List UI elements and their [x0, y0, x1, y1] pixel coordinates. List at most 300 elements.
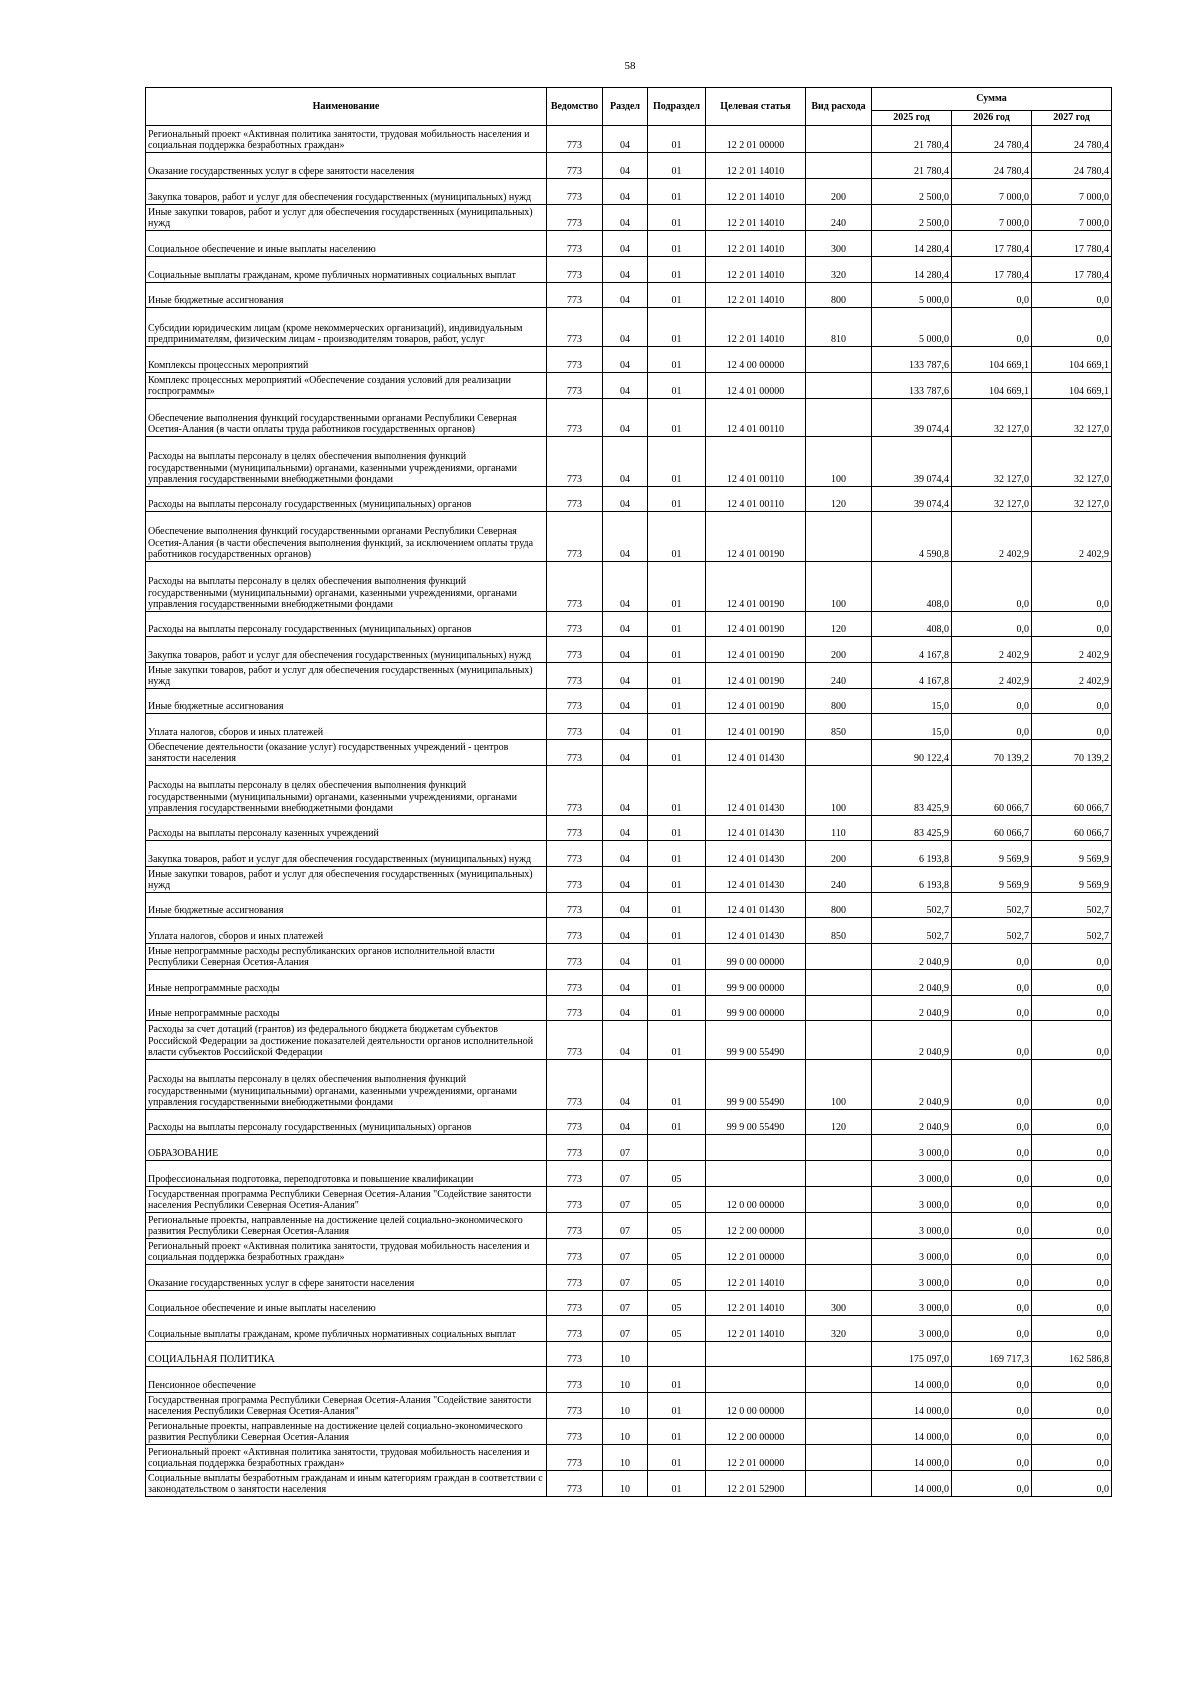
cell-sum-2026: 60 066,7 — [952, 816, 1032, 841]
cell-target: 12 4 01 00190 — [706, 637, 806, 663]
table-row — [146, 126, 1112, 153]
cell-sum-2025: 3 000,0 — [872, 1265, 952, 1291]
cell-target: 12 2 00 00000 — [706, 1419, 806, 1445]
cell-target: 99 9 00 00000 — [706, 996, 806, 1021]
cell-sum-2025: 408,0 — [872, 612, 952, 637]
cell-sum-2026: 0,0 — [952, 1265, 1032, 1291]
cell-dept: 773 — [547, 373, 603, 399]
cell-kind — [806, 1161, 872, 1187]
cell-sum-2026: 32 127,0 — [952, 487, 1032, 512]
cell-sum-2027: 2 402,9 — [1032, 663, 1112, 689]
table-row — [146, 766, 1112, 816]
header-section: Раздел — [603, 88, 648, 126]
cell-subsection: 01 — [648, 308, 706, 347]
cell-sum-2026: 0,0 — [952, 970, 1032, 996]
table-row — [146, 512, 1112, 562]
cell-section: 07 — [603, 1291, 648, 1316]
cell-sum-2026: 0,0 — [952, 1110, 1032, 1135]
cell-subsection — [648, 1342, 706, 1367]
cell-subsection: 05 — [648, 1213, 706, 1239]
cell-kind: 320 — [806, 1316, 872, 1342]
cell-target: 12 4 01 00000 — [706, 373, 806, 399]
cell-kind: 240 — [806, 867, 872, 893]
cell-section: 04 — [603, 153, 648, 179]
cell-sum-2027: 162 586,8 — [1032, 1342, 1112, 1367]
cell-section: 07 — [603, 1239, 648, 1265]
cell-section: 04 — [603, 562, 648, 612]
cell-target: 12 2 00 00000 — [706, 1213, 806, 1239]
cell-subsection: 01 — [648, 437, 706, 487]
cell-kind — [806, 740, 872, 766]
cell-sum-2025: 6 193,8 — [872, 867, 952, 893]
cell-name: Расходы на выплаты персоналу в целях обеспечения выполнения функций государственными (муниципальными) органами, казенными учреждениями, органами управления государственными внебюджетными фондами — [146, 562, 547, 612]
table-row — [146, 399, 1112, 437]
cell-sum-2025: 133 787,6 — [872, 347, 952, 373]
table-body — [146, 126, 1112, 1497]
cell-sum-2027: 0,0 — [1032, 1213, 1112, 1239]
cell-subsection: 01 — [648, 1393, 706, 1419]
cell-target: 99 0 00 00000 — [706, 944, 806, 970]
cell-section: 04 — [603, 867, 648, 893]
cell-name: Социальные выплаты безработным гражданам и иным категориям граждан в соответствии с законодательством о занятости населения — [146, 1471, 547, 1497]
cell-target: 12 4 01 00190 — [706, 714, 806, 740]
cell-sum-2026: 0,0 — [952, 996, 1032, 1021]
table-row — [146, 1187, 1112, 1213]
cell-sum-2025: 3 000,0 — [872, 1239, 952, 1265]
cell-dept: 773 — [547, 740, 603, 766]
cell-target: 12 2 01 14010 — [706, 308, 806, 347]
cell-kind: 240 — [806, 205, 872, 231]
cell-sum-2026: 7 000,0 — [952, 179, 1032, 205]
cell-section: 04 — [603, 126, 648, 153]
cell-subsection: 01 — [648, 637, 706, 663]
cell-sum-2027: 0,0 — [1032, 1187, 1112, 1213]
cell-sum-2026: 7 000,0 — [952, 205, 1032, 231]
cell-sum-2026: 0,0 — [952, 1021, 1032, 1060]
cell-dept: 773 — [547, 1161, 603, 1187]
cell-section: 10 — [603, 1367, 648, 1393]
cell-name: Расходы на выплаты персоналу в целях обеспечения выполнения функций государственными (муниципальными) органами, казенными учреждениями, органами управления государственными внебюджетными фондами — [146, 437, 547, 487]
cell-kind — [806, 1021, 872, 1060]
cell-sum-2025: 502,7 — [872, 893, 952, 918]
cell-sum-2027: 0,0 — [1032, 1239, 1112, 1265]
cell-sum-2026: 104 669,1 — [952, 373, 1032, 399]
table-row — [146, 740, 1112, 766]
header-year-2025: 2025 год — [872, 111, 952, 126]
cell-dept: 773 — [547, 437, 603, 487]
cell-sum-2026: 0,0 — [952, 308, 1032, 347]
cell-dept: 773 — [547, 1110, 603, 1135]
cell-sum-2025: 39 074,4 — [872, 437, 952, 487]
table-row — [146, 1291, 1112, 1316]
cell-target: 12 4 01 01430 — [706, 918, 806, 944]
cell-sum-2025: 2 040,9 — [872, 1110, 952, 1135]
table-row — [146, 562, 1112, 612]
cell-dept: 773 — [547, 512, 603, 562]
cell-dept: 773 — [547, 487, 603, 512]
cell-sum-2027: 60 066,7 — [1032, 766, 1112, 816]
cell-section: 04 — [603, 512, 648, 562]
cell-sum-2026: 0,0 — [952, 1316, 1032, 1342]
cell-section: 04 — [603, 308, 648, 347]
cell-kind — [806, 1265, 872, 1291]
cell-section: 04 — [603, 1110, 648, 1135]
cell-section: 04 — [603, 766, 648, 816]
cell-name: Региональный проект «Активная политика занятости, трудовая мобильность населения и социальная поддержка безработных граждан» — [146, 1239, 547, 1265]
cell-sum-2026: 0,0 — [952, 1393, 1032, 1419]
cell-sum-2026: 0,0 — [952, 1239, 1032, 1265]
cell-sum-2025: 2 040,9 — [872, 1021, 952, 1060]
cell-target: 12 2 01 14010 — [706, 1291, 806, 1316]
cell-sum-2027: 0,0 — [1032, 1445, 1112, 1471]
cell-sum-2025: 4 590,8 — [872, 512, 952, 562]
cell-target: 12 2 01 14010 — [706, 283, 806, 308]
cell-subsection: 01 — [648, 153, 706, 179]
cell-sum-2025: 14 000,0 — [872, 1471, 952, 1497]
cell-section: 04 — [603, 841, 648, 867]
cell-name: Расходы на выплаты персоналу государственных (муниципальных) органов — [146, 1110, 547, 1135]
cell-sum-2025: 3 000,0 — [872, 1213, 952, 1239]
cell-subsection: 01 — [648, 399, 706, 437]
table-row — [146, 1265, 1112, 1291]
cell-name: Комплекс процессных мероприятий «Обеспечение создания условий для реализации госпрограммы» — [146, 373, 547, 399]
cell-sum-2025: 21 780,4 — [872, 126, 952, 153]
cell-dept: 773 — [547, 1445, 603, 1471]
cell-name: Обеспечение выполнения функций государственными органами Республики Северная Осетия-Алания (в части обеспечения выполнения функций, за исключением оплаты труда работников государственных органов) — [146, 512, 547, 562]
cell-target: 12 2 01 00000 — [706, 1445, 806, 1471]
cell-target: 12 2 01 00000 — [706, 126, 806, 153]
cell-section: 04 — [603, 205, 648, 231]
cell-sum-2026: 0,0 — [952, 1161, 1032, 1187]
cell-dept: 773 — [547, 816, 603, 841]
cell-section: 04 — [603, 893, 648, 918]
cell-kind — [806, 1239, 872, 1265]
cell-sum-2025: 4 167,8 — [872, 637, 952, 663]
cell-section: 04 — [603, 1021, 648, 1060]
cell-subsection: 01 — [648, 179, 706, 205]
cell-name: Иные бюджетные ассигнования — [146, 689, 547, 714]
cell-target: 12 4 01 00110 — [706, 399, 806, 437]
cell-sum-2027: 0,0 — [1032, 996, 1112, 1021]
cell-dept: 773 — [547, 944, 603, 970]
cell-name: Расходы за счет дотаций (грантов) из федерального бюджета бюджетам субъектов Российской Федерации за достижение показателей деятельности органов исполнительной власти субъектов Российской Федерации — [146, 1021, 547, 1060]
cell-name: Расходы на выплаты персоналу государственных (муниципальных) органов — [146, 612, 547, 637]
cell-kind: 800 — [806, 283, 872, 308]
cell-sum-2026: 0,0 — [952, 1060, 1032, 1110]
cell-dept: 773 — [547, 205, 603, 231]
table-row — [146, 205, 1112, 231]
cell-sum-2026: 0,0 — [952, 1367, 1032, 1393]
table-row — [146, 1135, 1112, 1161]
cell-subsection: 01 — [648, 816, 706, 841]
table-row — [146, 373, 1112, 399]
header-kind: Вид расхода — [806, 88, 872, 126]
cell-sum-2025: 3 000,0 — [872, 1187, 952, 1213]
cell-kind: 800 — [806, 893, 872, 918]
cell-kind: 100 — [806, 562, 872, 612]
table-row — [146, 1342, 1112, 1367]
cell-subsection: 01 — [648, 663, 706, 689]
table-row — [146, 867, 1112, 893]
cell-section: 04 — [603, 231, 648, 257]
cell-name: Закупка товаров, работ и услуг для обеспечения государственных (муниципальных) нужд — [146, 841, 547, 867]
cell-subsection: 01 — [648, 740, 706, 766]
cell-dept: 773 — [547, 766, 603, 816]
cell-kind — [806, 126, 872, 153]
cell-subsection: 01 — [648, 1060, 706, 1110]
cell-name: Государственная программа Республики Северная Осетия-Алания "Содействие занятости населения Республики Северная Осетия-Алания" — [146, 1187, 547, 1213]
cell-section: 04 — [603, 612, 648, 637]
cell-section: 07 — [603, 1135, 648, 1161]
cell-target: 12 4 01 01430 — [706, 867, 806, 893]
cell-dept: 773 — [547, 179, 603, 205]
cell-sum-2025: 3 000,0 — [872, 1161, 952, 1187]
cell-section: 10 — [603, 1471, 648, 1497]
cell-sum-2026: 24 780,4 — [952, 126, 1032, 153]
cell-name: Социальные выплаты гражданам, кроме публичных нормативных социальных выплат — [146, 1316, 547, 1342]
cell-sum-2025: 83 425,9 — [872, 816, 952, 841]
cell-kind: 800 — [806, 689, 872, 714]
cell-sum-2026: 0,0 — [952, 714, 1032, 740]
cell-dept: 773 — [547, 153, 603, 179]
cell-name: Региональный проект «Активная политика занятости, трудовая мобильность населения и социальная поддержка безработных граждан» — [146, 1445, 547, 1471]
cell-name: Субсидии юридическим лицам (кроме некоммерческих организаций), индивидуальным предпринимателям, физическим лицам - производителям товаров, работ, услуг — [146, 308, 547, 347]
cell-sum-2027: 7 000,0 — [1032, 179, 1112, 205]
cell-sum-2027: 104 669,1 — [1032, 347, 1112, 373]
cell-kind — [806, 1471, 872, 1497]
cell-sum-2025: 14 000,0 — [872, 1393, 952, 1419]
cell-target: 12 2 01 14010 — [706, 231, 806, 257]
cell-subsection: 01 — [648, 205, 706, 231]
cell-sum-2027: 0,0 — [1032, 1367, 1112, 1393]
cell-sum-2026: 0,0 — [952, 1445, 1032, 1471]
cell-target: 12 4 01 00190 — [706, 512, 806, 562]
cell-subsection: 01 — [648, 1110, 706, 1135]
cell-section: 04 — [603, 283, 648, 308]
cell-dept: 773 — [547, 663, 603, 689]
cell-kind — [806, 970, 872, 996]
cell-subsection: 05 — [648, 1316, 706, 1342]
cell-target: 12 2 01 14010 — [706, 1265, 806, 1291]
cell-kind: 850 — [806, 918, 872, 944]
cell-target: 12 2 01 52900 — [706, 1471, 806, 1497]
cell-kind: 810 — [806, 308, 872, 347]
cell-target: 12 4 01 00110 — [706, 437, 806, 487]
cell-kind — [806, 153, 872, 179]
cell-section: 04 — [603, 918, 648, 944]
cell-sum-2025: 2 500,0 — [872, 205, 952, 231]
cell-subsection: 01 — [648, 1445, 706, 1471]
table-row — [146, 1060, 1112, 1110]
cell-sum-2027: 0,0 — [1032, 308, 1112, 347]
cell-name: Иные непрограммные расходы — [146, 970, 547, 996]
cell-sum-2025: 39 074,4 — [872, 487, 952, 512]
table-row — [146, 179, 1112, 205]
cell-sum-2026: 2 402,9 — [952, 663, 1032, 689]
cell-subsection — [648, 1135, 706, 1161]
cell-subsection: 01 — [648, 347, 706, 373]
cell-name: Расходы на выплаты персоналу в целях обеспечения выполнения функций государственными (муниципальными) органами, казенными учреждениями, органами управления государственными внебюджетными фондами — [146, 766, 547, 816]
cell-sum-2025: 14 000,0 — [872, 1445, 952, 1471]
cell-sum-2027: 0,0 — [1032, 1135, 1112, 1161]
table-row — [146, 612, 1112, 637]
cell-subsection: 01 — [648, 487, 706, 512]
cell-kind — [806, 1367, 872, 1393]
table-row — [146, 1445, 1112, 1471]
cell-section: 04 — [603, 399, 648, 437]
table-row — [146, 996, 1112, 1021]
cell-sum-2025: 408,0 — [872, 562, 952, 612]
cell-target — [706, 1161, 806, 1187]
table-row — [146, 816, 1112, 841]
cell-subsection: 01 — [648, 562, 706, 612]
cell-sum-2026: 0,0 — [952, 689, 1032, 714]
cell-name: Закупка товаров, работ и услуг для обеспечения государственных (муниципальных) нужд — [146, 637, 547, 663]
cell-dept: 773 — [547, 893, 603, 918]
cell-kind — [806, 1213, 872, 1239]
cell-dept: 773 — [547, 1367, 603, 1393]
cell-target: 99 9 00 55490 — [706, 1021, 806, 1060]
cell-kind: 200 — [806, 841, 872, 867]
cell-dept: 773 — [547, 257, 603, 283]
cell-name: Уплата налогов, сборов и иных платежей — [146, 918, 547, 944]
cell-sum-2027: 0,0 — [1032, 1060, 1112, 1110]
cell-name: Государственная программа Республики Северная Осетия-Алания "Содействие занятости населения Республики Северная Осетия-Алания" — [146, 1393, 547, 1419]
cell-sum-2027: 0,0 — [1032, 562, 1112, 612]
cell-sum-2026: 0,0 — [952, 612, 1032, 637]
cell-section: 10 — [603, 1393, 648, 1419]
cell-dept: 773 — [547, 714, 603, 740]
cell-target: 12 4 01 00110 — [706, 487, 806, 512]
cell-kind: 120 — [806, 1110, 872, 1135]
header-subsection: Подраздел — [648, 88, 706, 126]
table-row — [146, 714, 1112, 740]
cell-target: 12 4 00 00000 — [706, 347, 806, 373]
cell-section: 04 — [603, 663, 648, 689]
cell-target — [706, 1367, 806, 1393]
cell-kind — [806, 1419, 872, 1445]
cell-kind — [806, 944, 872, 970]
table-row — [146, 1239, 1112, 1265]
cell-sum-2027: 0,0 — [1032, 1021, 1112, 1060]
cell-kind — [806, 1445, 872, 1471]
cell-dept: 773 — [547, 1060, 603, 1110]
cell-sum-2025: 15,0 — [872, 689, 952, 714]
table-row — [146, 841, 1112, 867]
cell-name: Региональные проекты, направленные на достижение целей социально-экономического развития Республики Северная Осетия-Алания — [146, 1213, 547, 1239]
table-row — [146, 437, 1112, 487]
cell-name: СОЦИАЛЬНАЯ ПОЛИТИКА — [146, 1342, 547, 1367]
cell-section: 10 — [603, 1342, 648, 1367]
table-row — [146, 257, 1112, 283]
cell-sum-2027: 9 569,9 — [1032, 841, 1112, 867]
cell-sum-2025: 2 040,9 — [872, 944, 952, 970]
cell-sum-2026: 0,0 — [952, 1471, 1032, 1497]
cell-target: 12 2 01 14010 — [706, 1316, 806, 1342]
cell-subsection: 01 — [648, 612, 706, 637]
cell-name: Обеспечение выполнения функций государственными органами Республики Северная Осетия-Алания (в части оплаты труда работников государственных органов) — [146, 399, 547, 437]
cell-kind — [806, 1187, 872, 1213]
cell-section: 04 — [603, 816, 648, 841]
cell-section: 07 — [603, 1161, 648, 1187]
cell-section: 07 — [603, 1187, 648, 1213]
cell-section: 04 — [603, 740, 648, 766]
cell-sum-2025: 83 425,9 — [872, 766, 952, 816]
cell-sum-2025: 3 000,0 — [872, 1316, 952, 1342]
cell-sum-2027: 0,0 — [1032, 1265, 1112, 1291]
cell-subsection: 01 — [648, 283, 706, 308]
cell-sum-2027: 0,0 — [1032, 283, 1112, 308]
cell-name: Закупка товаров, работ и услуг для обеспечения государственных (муниципальных) нужд — [146, 179, 547, 205]
cell-target: 12 4 01 01430 — [706, 893, 806, 918]
cell-sum-2026: 9 569,9 — [952, 867, 1032, 893]
table-row — [146, 1213, 1112, 1239]
cell-sum-2027: 0,0 — [1032, 1291, 1112, 1316]
cell-sum-2026: 2 402,9 — [952, 637, 1032, 663]
cell-kind: 240 — [806, 663, 872, 689]
cell-name: Социальное обеспечение и иные выплаты населению — [146, 231, 547, 257]
cell-subsection: 01 — [648, 996, 706, 1021]
cell-dept: 773 — [547, 1265, 603, 1291]
cell-target: 12 2 01 14010 — [706, 257, 806, 283]
cell-name: Расходы на выплаты персоналу в целях обеспечения выполнения функций государственными (муниципальными) органами, казенными учреждениями, органами управления государственными внебюджетными фондами — [146, 1060, 547, 1110]
cell-sum-2025: 6 193,8 — [872, 841, 952, 867]
cell-target: 12 0 00 00000 — [706, 1393, 806, 1419]
cell-dept: 773 — [547, 1291, 603, 1316]
cell-subsection: 01 — [648, 373, 706, 399]
cell-target: 12 2 01 00000 — [706, 1239, 806, 1265]
cell-sum-2027: 0,0 — [1032, 714, 1112, 740]
cell-sum-2025: 502,7 — [872, 918, 952, 944]
table-row — [146, 1419, 1112, 1445]
cell-sum-2026: 9 569,9 — [952, 841, 1032, 867]
cell-name: Иные закупки товаров, работ и услуг для обеспечения государственных (муниципальных) нужд — [146, 205, 547, 231]
cell-sum-2027: 0,0 — [1032, 1316, 1112, 1342]
cell-section: 04 — [603, 714, 648, 740]
cell-sum-2026: 70 139,2 — [952, 740, 1032, 766]
cell-section: 04 — [603, 487, 648, 512]
cell-dept: 773 — [547, 1187, 603, 1213]
cell-section: 04 — [603, 437, 648, 487]
cell-section: 04 — [603, 637, 648, 663]
cell-sum-2025: 133 787,6 — [872, 373, 952, 399]
cell-subsection: 05 — [648, 1265, 706, 1291]
cell-subsection: 01 — [648, 231, 706, 257]
table-row — [146, 1110, 1112, 1135]
cell-dept: 773 — [547, 283, 603, 308]
cell-sum-2026: 0,0 — [952, 283, 1032, 308]
cell-sum-2025: 2 040,9 — [872, 996, 952, 1021]
cell-section: 07 — [603, 1316, 648, 1342]
cell-name: Региональные проекты, направленные на достижение целей социально-экономического развития Республики Северная Осетия-Алания — [146, 1419, 547, 1445]
table-row — [146, 918, 1112, 944]
cell-section: 04 — [603, 970, 648, 996]
cell-name: Обеспечение деятельности (оказание услуг) государственных учреждений - центров занятости населения — [146, 740, 547, 766]
cell-sum-2027: 0,0 — [1032, 1110, 1112, 1135]
cell-name: Социальные выплаты гражданам, кроме публичных нормативных социальных выплат — [146, 257, 547, 283]
cell-sum-2027: 0,0 — [1032, 1471, 1112, 1497]
cell-subsection: 01 — [648, 1367, 706, 1393]
cell-name: Пенсионное обеспечение — [146, 1367, 547, 1393]
cell-target: 12 4 01 01430 — [706, 841, 806, 867]
cell-subsection: 01 — [648, 126, 706, 153]
table-row — [146, 1471, 1112, 1497]
table-row — [146, 308, 1112, 347]
cell-sum-2027: 60 066,7 — [1032, 816, 1112, 841]
cell-sum-2027: 17 780,4 — [1032, 257, 1112, 283]
table-row — [146, 1393, 1112, 1419]
cell-kind: 200 — [806, 179, 872, 205]
